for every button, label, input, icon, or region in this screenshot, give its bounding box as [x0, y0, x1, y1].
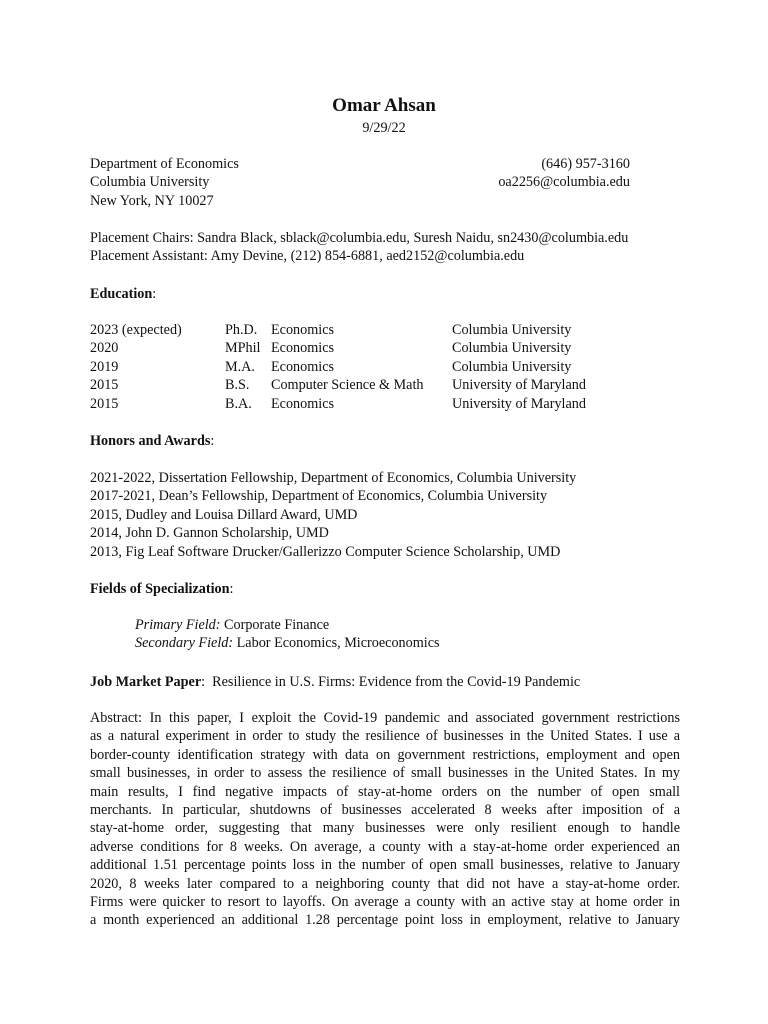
abstract-paragraph — [90, 709, 680, 930]
address-line-2: Columbia University — [90, 174, 210, 191]
abstract-line: as a natural experiment in order to study the resilience of businesses in the United States. I use a — [90, 728, 680, 745]
abstract-line: merchants. In particular, shutdowns of businesses accelerated 8 weeks after imposition of a — [90, 801, 680, 818]
abstract-line: Firms were quicker to resort to layoffs. On average a county with an active stay at home order in — [90, 893, 680, 910]
list-item: 2013, Fig Leaf Software Drucker/Gallerizzo Computer Science Scholarship, UMD — [90, 543, 561, 560]
placement-assistant: Placement Assistant: Amy Devine, (212) 854-6881, aed2152@columbia.edu — [90, 248, 525, 265]
address-line-1: Department of Economics — [90, 156, 239, 172]
fields-heading: Fields of Specialization: — [90, 581, 234, 597]
address-line-3: New York, NY 10027 — [90, 192, 214, 209]
document-date: 9/29/22 — [362, 120, 406, 136]
honors-heading: Honors and Awards: — [90, 433, 215, 449]
secondary-field: Secondary Field: Labor Economics, Microeconomics — [135, 635, 440, 652]
jmp-title: Resilience in U.S. Firms: Evidence from the Covid-19 Pandemic — [212, 674, 581, 690]
list-item: 2017-2021, Dean’s Fellowship, Department of Economics, Columbia University — [90, 488, 548, 505]
abstract-line: Abstract: In this paper, I exploit the Covid-19 pandemic and associated government restrictions — [90, 710, 680, 726]
education-row: 2015 B.A. Economics University of Maryland — [90, 395, 586, 412]
email-address: oa2256@columbia.edu — [498, 174, 630, 191]
abstract-line: adverse conditions for 8 weeks. On average, a county with a stay-at-home order experienced an — [90, 838, 680, 855]
abstract-line: small businesses, in order to assess the resilience of small businesses in the United States. In my — [90, 765, 680, 782]
jmp-heading: Job Market Paper — [90, 674, 202, 690]
placement-chairs: Placement Chairs: Sandra Black, sblack@columbia.edu, Suresh Naidu, sn2430@columbia.edu — [90, 230, 629, 246]
fields-block — [135, 616, 440, 653]
education-heading: Education: — [90, 286, 157, 302]
primary-field: Primary Field: Corporate Finance — [135, 617, 330, 633]
abstract-line: 2020, 8 weeks later compared to a neighboring county that did not have a stay-at-home order. — [90, 875, 680, 892]
abstract-line: a month experienced an additional 1.28 percentage point loss in employment, relative to January — [90, 912, 680, 929]
education-row: 2020 MPhil Economics Columbia University — [90, 340, 572, 357]
education-row: 2023 (expected) Ph.D. Economics Columbia University — [90, 322, 572, 338]
education-row: 2015 B.S. Computer Science & Math University of Maryland — [90, 377, 586, 394]
job-market-paper: Job Market Paper: Resilience in U.S. Firms: Evidence from the Covid-19 Pandemic — [90, 674, 581, 690]
honors-list — [90, 469, 690, 561]
list-item: 2014, John D. Gannon Scholarship, UMD — [90, 525, 329, 542]
abstract-line: additional 1.51 percentage points loss in the number of open small businesses, relative to January — [90, 857, 680, 874]
candidate-name: Omar Ahsan — [332, 95, 436, 116]
phone-number: (646) 957-3160 — [541, 156, 630, 172]
list-item: 2021-2022, Dissertation Fellowship, Department of Economics, Columbia University — [90, 470, 577, 486]
abstract-line: main results, I find negative impacts of stay-at-home orders on the number of open small — [90, 783, 680, 800]
abstract-line: stay-at-home order, suggesting that many businesses were only resilient enough to handle — [90, 820, 680, 837]
abstract-line: border-county identification strategy with data on government restrictions, employment and open — [90, 746, 680, 763]
list-item: 2015, Dudley and Louisa Dillard Award, UMD — [90, 506, 358, 523]
education-row: 2019 M.A. Economics Columbia University — [90, 358, 572, 375]
education-table — [90, 321, 690, 413]
contact-block — [90, 155, 630, 210]
placement-block — [90, 229, 690, 266]
